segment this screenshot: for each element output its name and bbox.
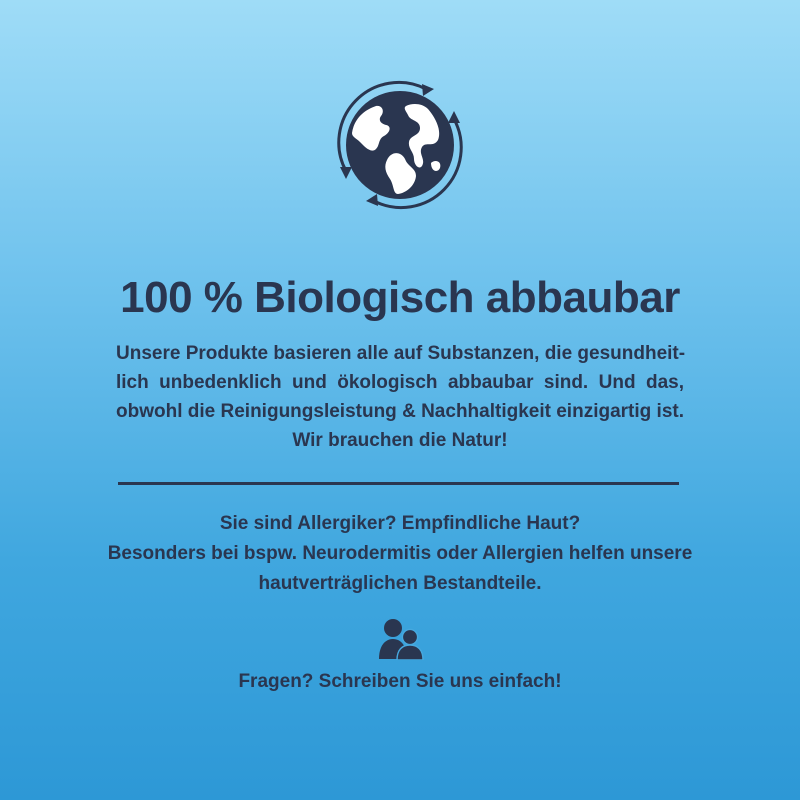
intro-line: Wir brauchen die Natur! — [292, 430, 508, 451]
section-divider — [118, 482, 679, 485]
contact-text: Fragen? Schreiben Sie uns einfach! — [238, 671, 562, 692]
intro-line: obwohl die Reinigungsleistung & Nachhaltigkeit einzigartig ist. — [116, 401, 684, 422]
allergy-line: hautverträglichen Bestandteile. — [258, 573, 542, 594]
intro-line: Unsere Produkte basieren alle auf Substanzen, die gesundheit- — [116, 343, 686, 364]
allergy-line: Besonders bei bspw. Neurodermitis oder Allergien helfen unsere — [107, 543, 693, 564]
intro-line: lich unbedenklich und ökologisch abbaubar sind. Und das, — [116, 372, 684, 393]
page-title: 100 % Biologisch abbaubar — [120, 273, 680, 322]
intro-text — [116, 339, 684, 455]
allergy-text — [0, 509, 800, 599]
users-icon — [378, 618, 424, 660]
allergy-line: Sie sind Allergiker? Empfindliche Haut? — [219, 513, 581, 534]
globe-recycle-icon — [330, 75, 470, 215]
